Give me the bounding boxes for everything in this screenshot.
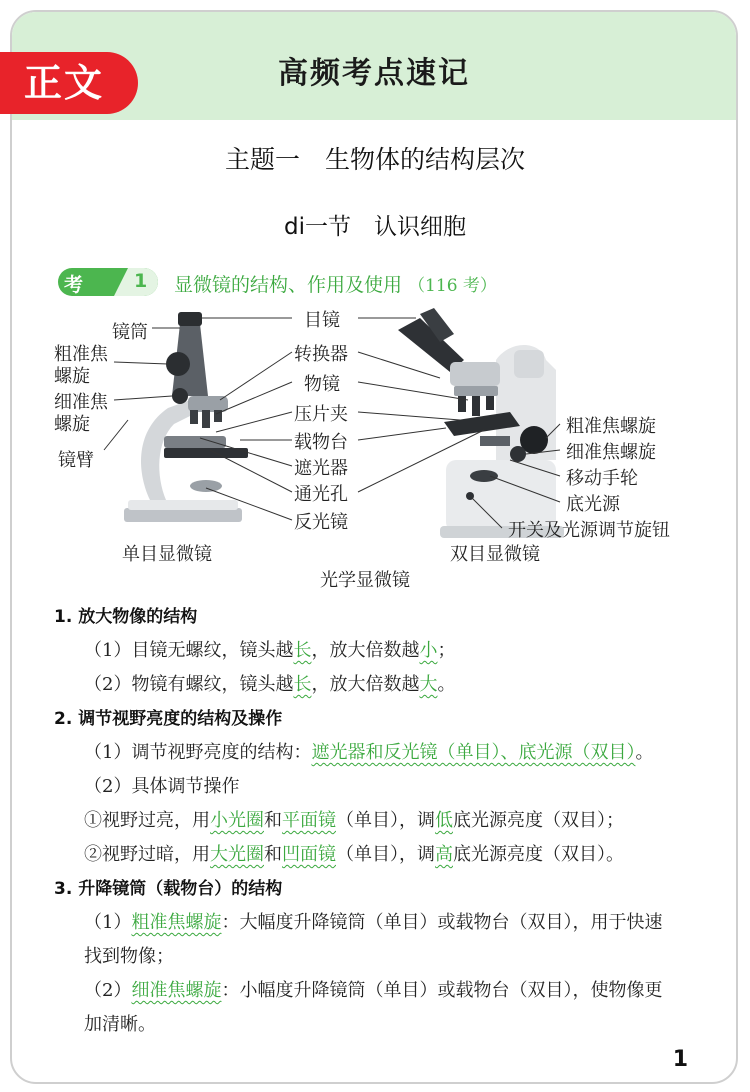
label-eyepiece: 目镜 [304, 310, 340, 331]
key-word: 平面镜 [282, 810, 336, 831]
key-word: 小光圈 [210, 810, 264, 831]
key-word: 大 [419, 674, 438, 695]
line-coarse-focus: （1）粗准焦螺旋：大幅度升降镜筒（单目）或载物台（双目），用于快速 [84, 912, 663, 933]
key-word: 大光圈 [210, 844, 264, 865]
label-fine-focus-1: 细准焦 [54, 392, 108, 413]
caption-binocular: 双目显微镜 [450, 544, 540, 565]
label-bino-stage-knob: 移动手轮 [566, 468, 638, 489]
label-stage-hole: 通光孔 [294, 484, 348, 505]
theme-title: 主题一 生物体的结构层次 [224, 145, 525, 174]
label-stage-clip: 压片夹 [294, 404, 348, 425]
label-bino-switch: 开关及光源调节旋钮 [508, 520, 670, 541]
caption-monocular: 单目显微镜 [122, 544, 212, 565]
microscope-figure [40, 300, 700, 590]
main-text-tag: 正文 [0, 52, 138, 114]
label-bino-coarse: 粗准焦螺旋 [566, 416, 656, 437]
key-word: 遮光器和反光镜（单目）、底光源（双目） [311, 742, 636, 763]
heading-focus: 3. 升降镜筒（载物台）的结构 [54, 879, 283, 899]
label-bino-fine: 细准焦螺旋 [566, 442, 656, 463]
binocular-microscope-drawing [398, 308, 564, 538]
key-word: 细准焦螺旋 [131, 980, 222, 1001]
line-objective-rule: （2）物镜有螺纹，镜头越长，放大倍数越大。 [84, 674, 456, 695]
kaodian-title-text: 显微镜的结构、作用及使用 [174, 274, 403, 296]
label-coarse-focus-2: 螺旋 [54, 366, 90, 387]
label-stage: 载物台 [294, 432, 348, 453]
line-coarse-focus-cont: 找到物像； [84, 946, 174, 967]
label-fine-focus-2: 螺旋 [54, 414, 90, 435]
key-word: 高 [435, 844, 453, 865]
key-word: 粗准焦螺旋 [131, 912, 222, 933]
page-header-title: 高频考点速记 [278, 56, 470, 91]
label-diaphragm: 遮光器 [294, 458, 348, 479]
key-word: 低 [435, 810, 453, 831]
section-title: di一节 认识细胞 [284, 214, 466, 240]
notes-content [54, 600, 704, 1042]
line-eyepiece-rule: （1）目镜无螺纹，镜头越长，放大倍数越小； [84, 640, 456, 661]
line-fine-focus: （2）细准焦螺旋：小幅度升降镜筒（单目）或载物台（双目），使物像更 [84, 980, 663, 1001]
kaodian-title [174, 270, 497, 297]
line-brightness-structure: （1）调节视野亮度的结构：遮光器和反光镜（单目）、底光源（双目）。 [84, 742, 654, 763]
page-number: 1 [672, 1047, 688, 1072]
label-coarse-focus-1: 粗准焦 [54, 344, 108, 365]
label-bino-light: 底光源 [566, 494, 620, 515]
key-word: 长 [293, 640, 312, 661]
key-word: 长 [293, 674, 312, 695]
label-nosepiece: 转换器 [294, 344, 348, 365]
line-fine-focus-cont: 加清晰。 [84, 1014, 156, 1035]
label-tube: 镜筒 [112, 322, 148, 343]
kaodian-count: （116 考） [408, 276, 497, 296]
heading-magnification: 1. 放大物像的结构 [54, 607, 198, 627]
label-mirror: 反光镜 [294, 512, 348, 533]
line-too-bright: ①视野过亮，用小光圈和平面镜（单目），调低底光源亮度（双目）； [84, 810, 624, 831]
caption-optical-microscope: 光学显微镜 [320, 570, 410, 591]
line-operation-heading: （2）具体调节操作 [84, 776, 240, 797]
heading-brightness: 2. 调节视野亮度的结构及操作 [54, 709, 283, 729]
key-word: 小 [419, 640, 438, 661]
kaodian-number: 1 [134, 270, 148, 292]
line-too-dark: ②视野过暗，用大光圈和凹面镜（单目），调高底光源亮度（双目）。 [84, 844, 624, 865]
label-arm: 镜臂 [58, 450, 94, 471]
kaodian-label: 考点 [64, 274, 84, 323]
key-word: 凹面镜 [282, 844, 336, 865]
label-objective: 物镜 [304, 374, 340, 395]
